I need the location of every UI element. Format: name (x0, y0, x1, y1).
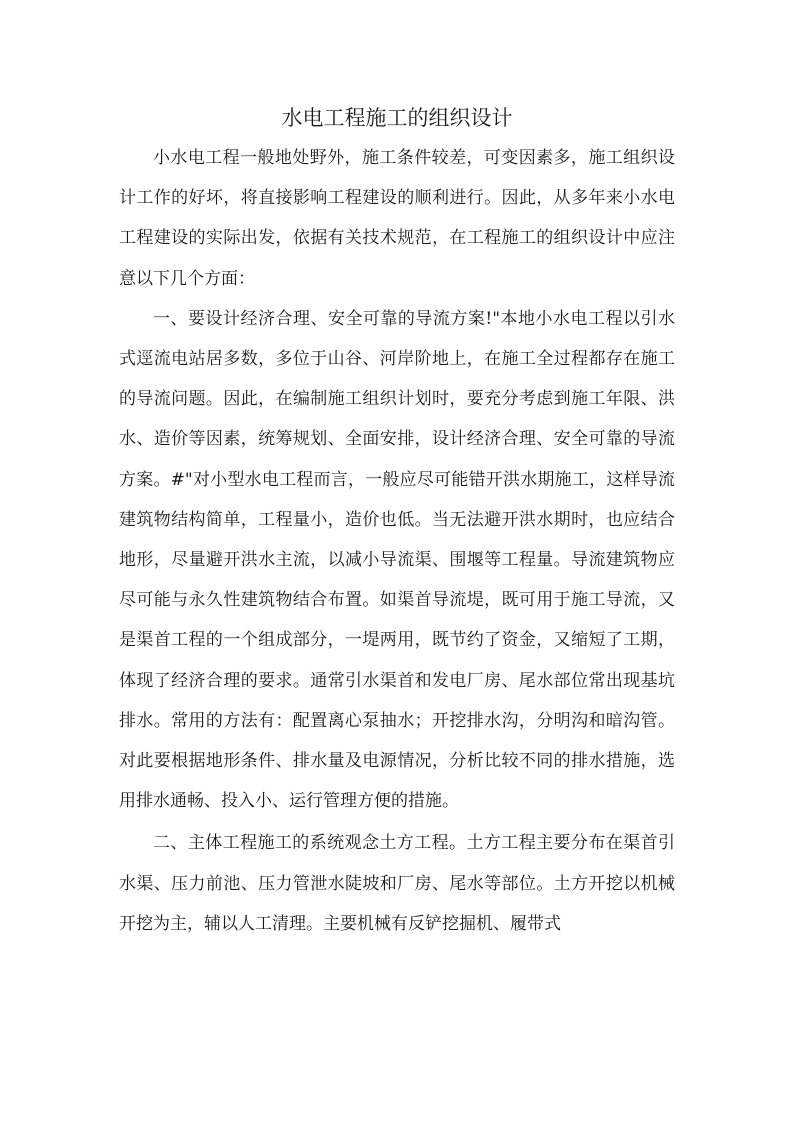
document-title: 水电工程施工的组织设计 (281, 106, 513, 130)
paragraph-intro: 小水电工程一般地处野外，施工条件较差，可变因素多，施工组织设计工作的好坏，将直接影响工程建设的顺利进行。因此，从多年来小水电工程建设的实际出发，依据有关技术规范，在工程施工的组织设计中应注意以下几个方面： (119, 148, 675, 289)
paragraph-main-works: 二、主体工程施工的系统观念土方工程。土方工程主要分布在渠首引水渠、压力前池、压力管泄水陡坡和厂房、尾水等部位。土方开挖以机械开挖为主，辅以人工清理。主要机械有反铲挖掘机、履带式 (119, 833, 675, 934)
paragraph-diversion-scheme: 一、要设计经济合理、安全可靠的导流方案!"本地小水电工程以引水式逕流电站居多数，多位于山谷、河岸阶地上，在施工全过程都存在施工的导流问题。因此，在编制施工组织计划时，要充分考虑到施工年限、洪水、造价等因素，统筹规划、全面安排，设计经济合理、安全可靠的导流方案。#"对小型水电工程而言，一般应尽可能错开洪水期施工，这样导流建筑物结构简单，工程量小，造价也低。当无法避开洪水期时，也应结合地形，尽量避开洪水主流，以减小导流渠、围堰等工程量。导流建筑物应尽可能与永久性建筑物结合布置。如渠首导流堤，既可用于施工导流，又是渠首工程的一个组成部分，一堤两用，既节约了资金，又缩短了工期，体现了经济合理的要求。通常引水渠首和发电厂房、尾水部位常出现基坑排水。常用的方法有：配置离心泵抽水；开挖排水沟，分明沟和暗沟管。对此要根据地形条件、排水量及电源情况，分析比较不同的排水措施，选用排水通畅、投入小、运行管理方便的措施。 (119, 308, 675, 812)
document-body (119, 138, 675, 944)
